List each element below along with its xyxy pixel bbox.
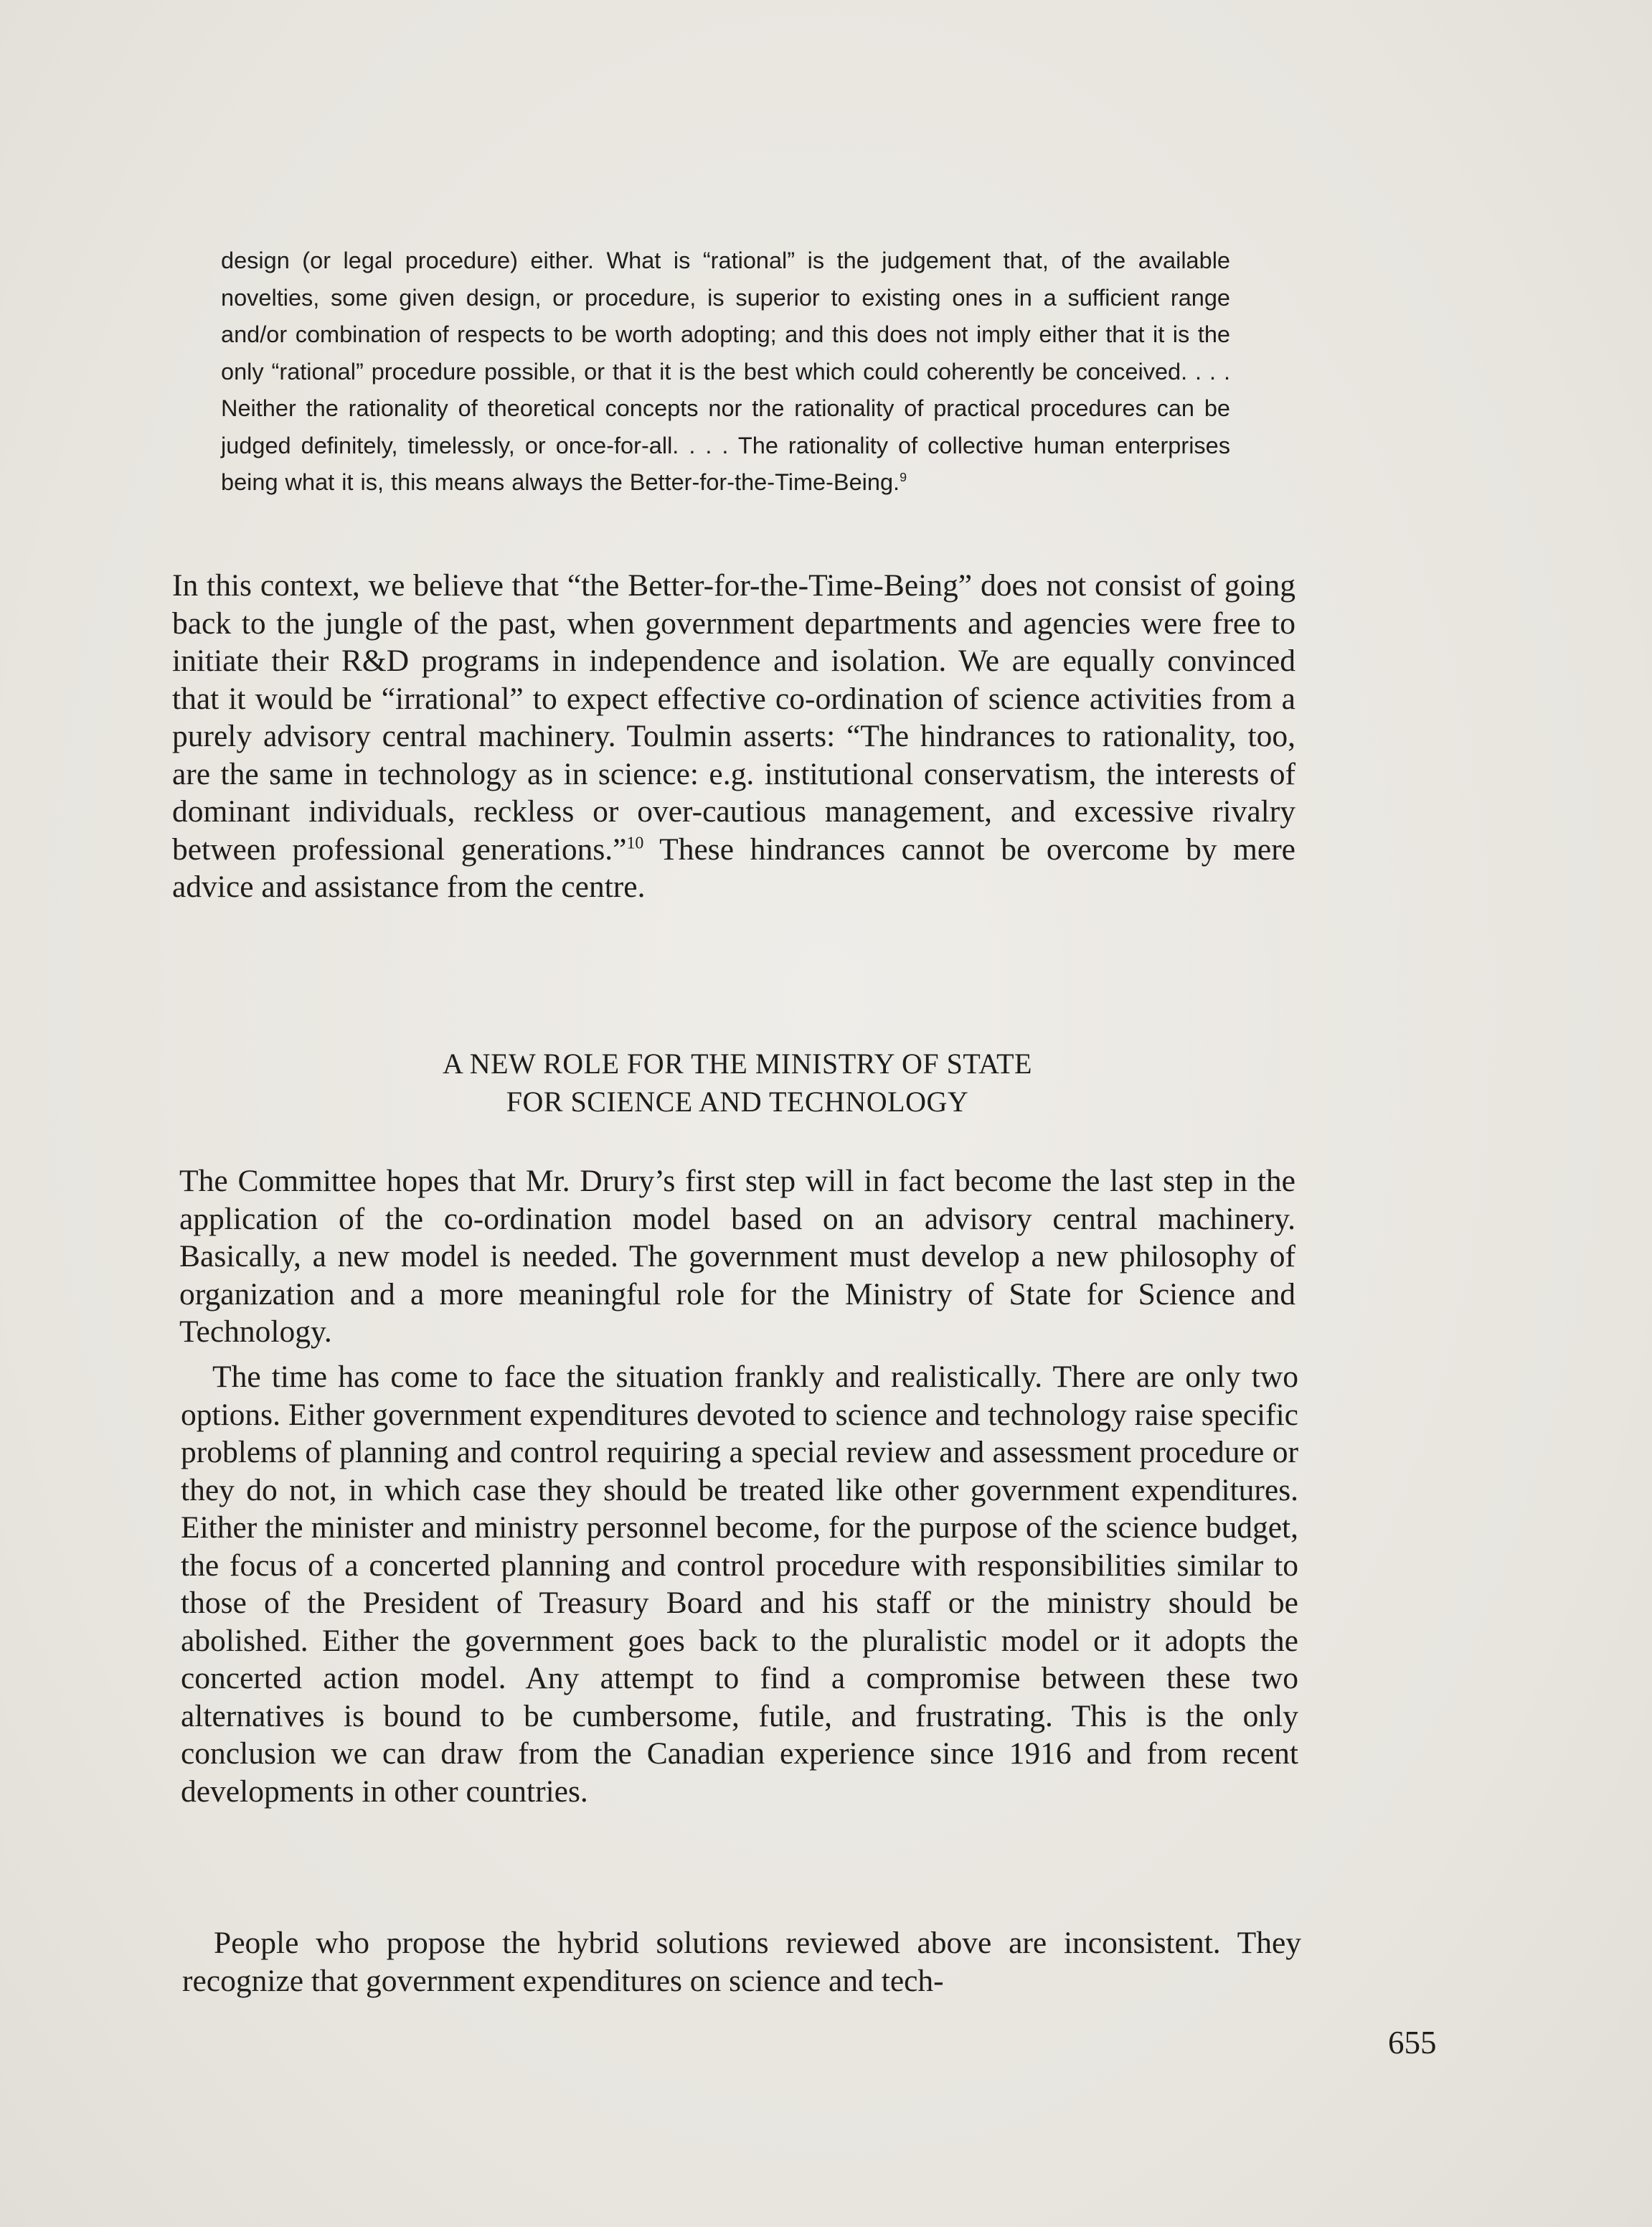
page-number: 655 (1388, 2025, 1437, 2061)
footnote-ref-10: 10 (626, 834, 644, 852)
block-quote-text: design (or legal procedure) either. What is “rational” is the judgement that, of the available novelties, some given design, or procedure, is superior to existing ones in a sufficient range and/or combination of respects to be worth adopting; and this does not imply either that it is the only “rational” procedure possible, or that it is the best which could coherently be conceived. . . . Neither the rationality of theoretical concepts nor the rationality of practical procedures can be judged definitely, timelessly, or once-for-all. . . . The rationality of collective human enterprises being what it is, this means always the Better-for-the-Time-Being. (221, 248, 1230, 495)
footnote-ref-9: 9 (900, 470, 907, 485)
paragraph-context-text: In this context, we believe that “the Better-for-the-Time-Being” does not consist of going back to the jungle of the past, when government departments and agencies were free to initiate their R&D programs in independence and isolation. We are equally convinced that it would be “irrational” to expect effective co-ordination of science activities from a purely advisory central machinery. Toulmin asserts: “The hindrances to rationality, too, are the same in technology as in science: e.g. institutional conservatism, the interests of dominant individuals, reckless or over-cautious management, and excessive rivalry between professional generations.” (172, 568, 1295, 867)
paragraph-context (172, 567, 1295, 906)
paragraph-context-continuation: These hindrances cannot be overcome by mere advice and assistance from the centre. (172, 832, 1295, 904)
paragraph-committee: The Committee hopes that Mr. Drury’s first step will in fact become the last step in the application of the co-ordination model based on an advisory central machinery. Basically, a new model is needed. The government must develop a new philosophy of organization and a more meaningful role for the Ministry of State for Science and Technology. (179, 1164, 1295, 1349)
section-heading-line-1: A NEW ROLE FOR THE MINISTRY OF STATE (443, 1047, 1032, 1080)
block-quote (221, 243, 1230, 502)
paragraph-options: The time has come to face the situation frankly and realistically. There are only two options. Either government expenditures devoted to science and technology raise specific problems of planning and control requiring a special review and assessment procedure or they do not, in which case they should be treated like other government expenditures. Either the minister and ministry personnel become, for the purpose of the science budget, the focus of a concerted planning and control procedure with responsibilities similar to those of the President of Treasury Board and his staff or the ministry should be abolished. Either the government goes back to the pluralistic model or it adopts the concerted action model. Any attempt to find a compromise between these two alternatives is bound to be cumbersome, futile, and frustrating. This is the only conclusion we can draw from the Canadian experience since 1916 and from recent developments in other countries. (181, 1360, 1298, 1809)
paragraph-hybrid: People who propose the hybrid solutions reviewed above are inconsistent. They recognize that government expenditures on science and tech- (182, 1926, 1301, 1998)
section-heading (179, 1045, 1295, 1121)
section-heading-line-2: FOR SCIENCE AND TECHNOLOGY (506, 1086, 969, 1118)
